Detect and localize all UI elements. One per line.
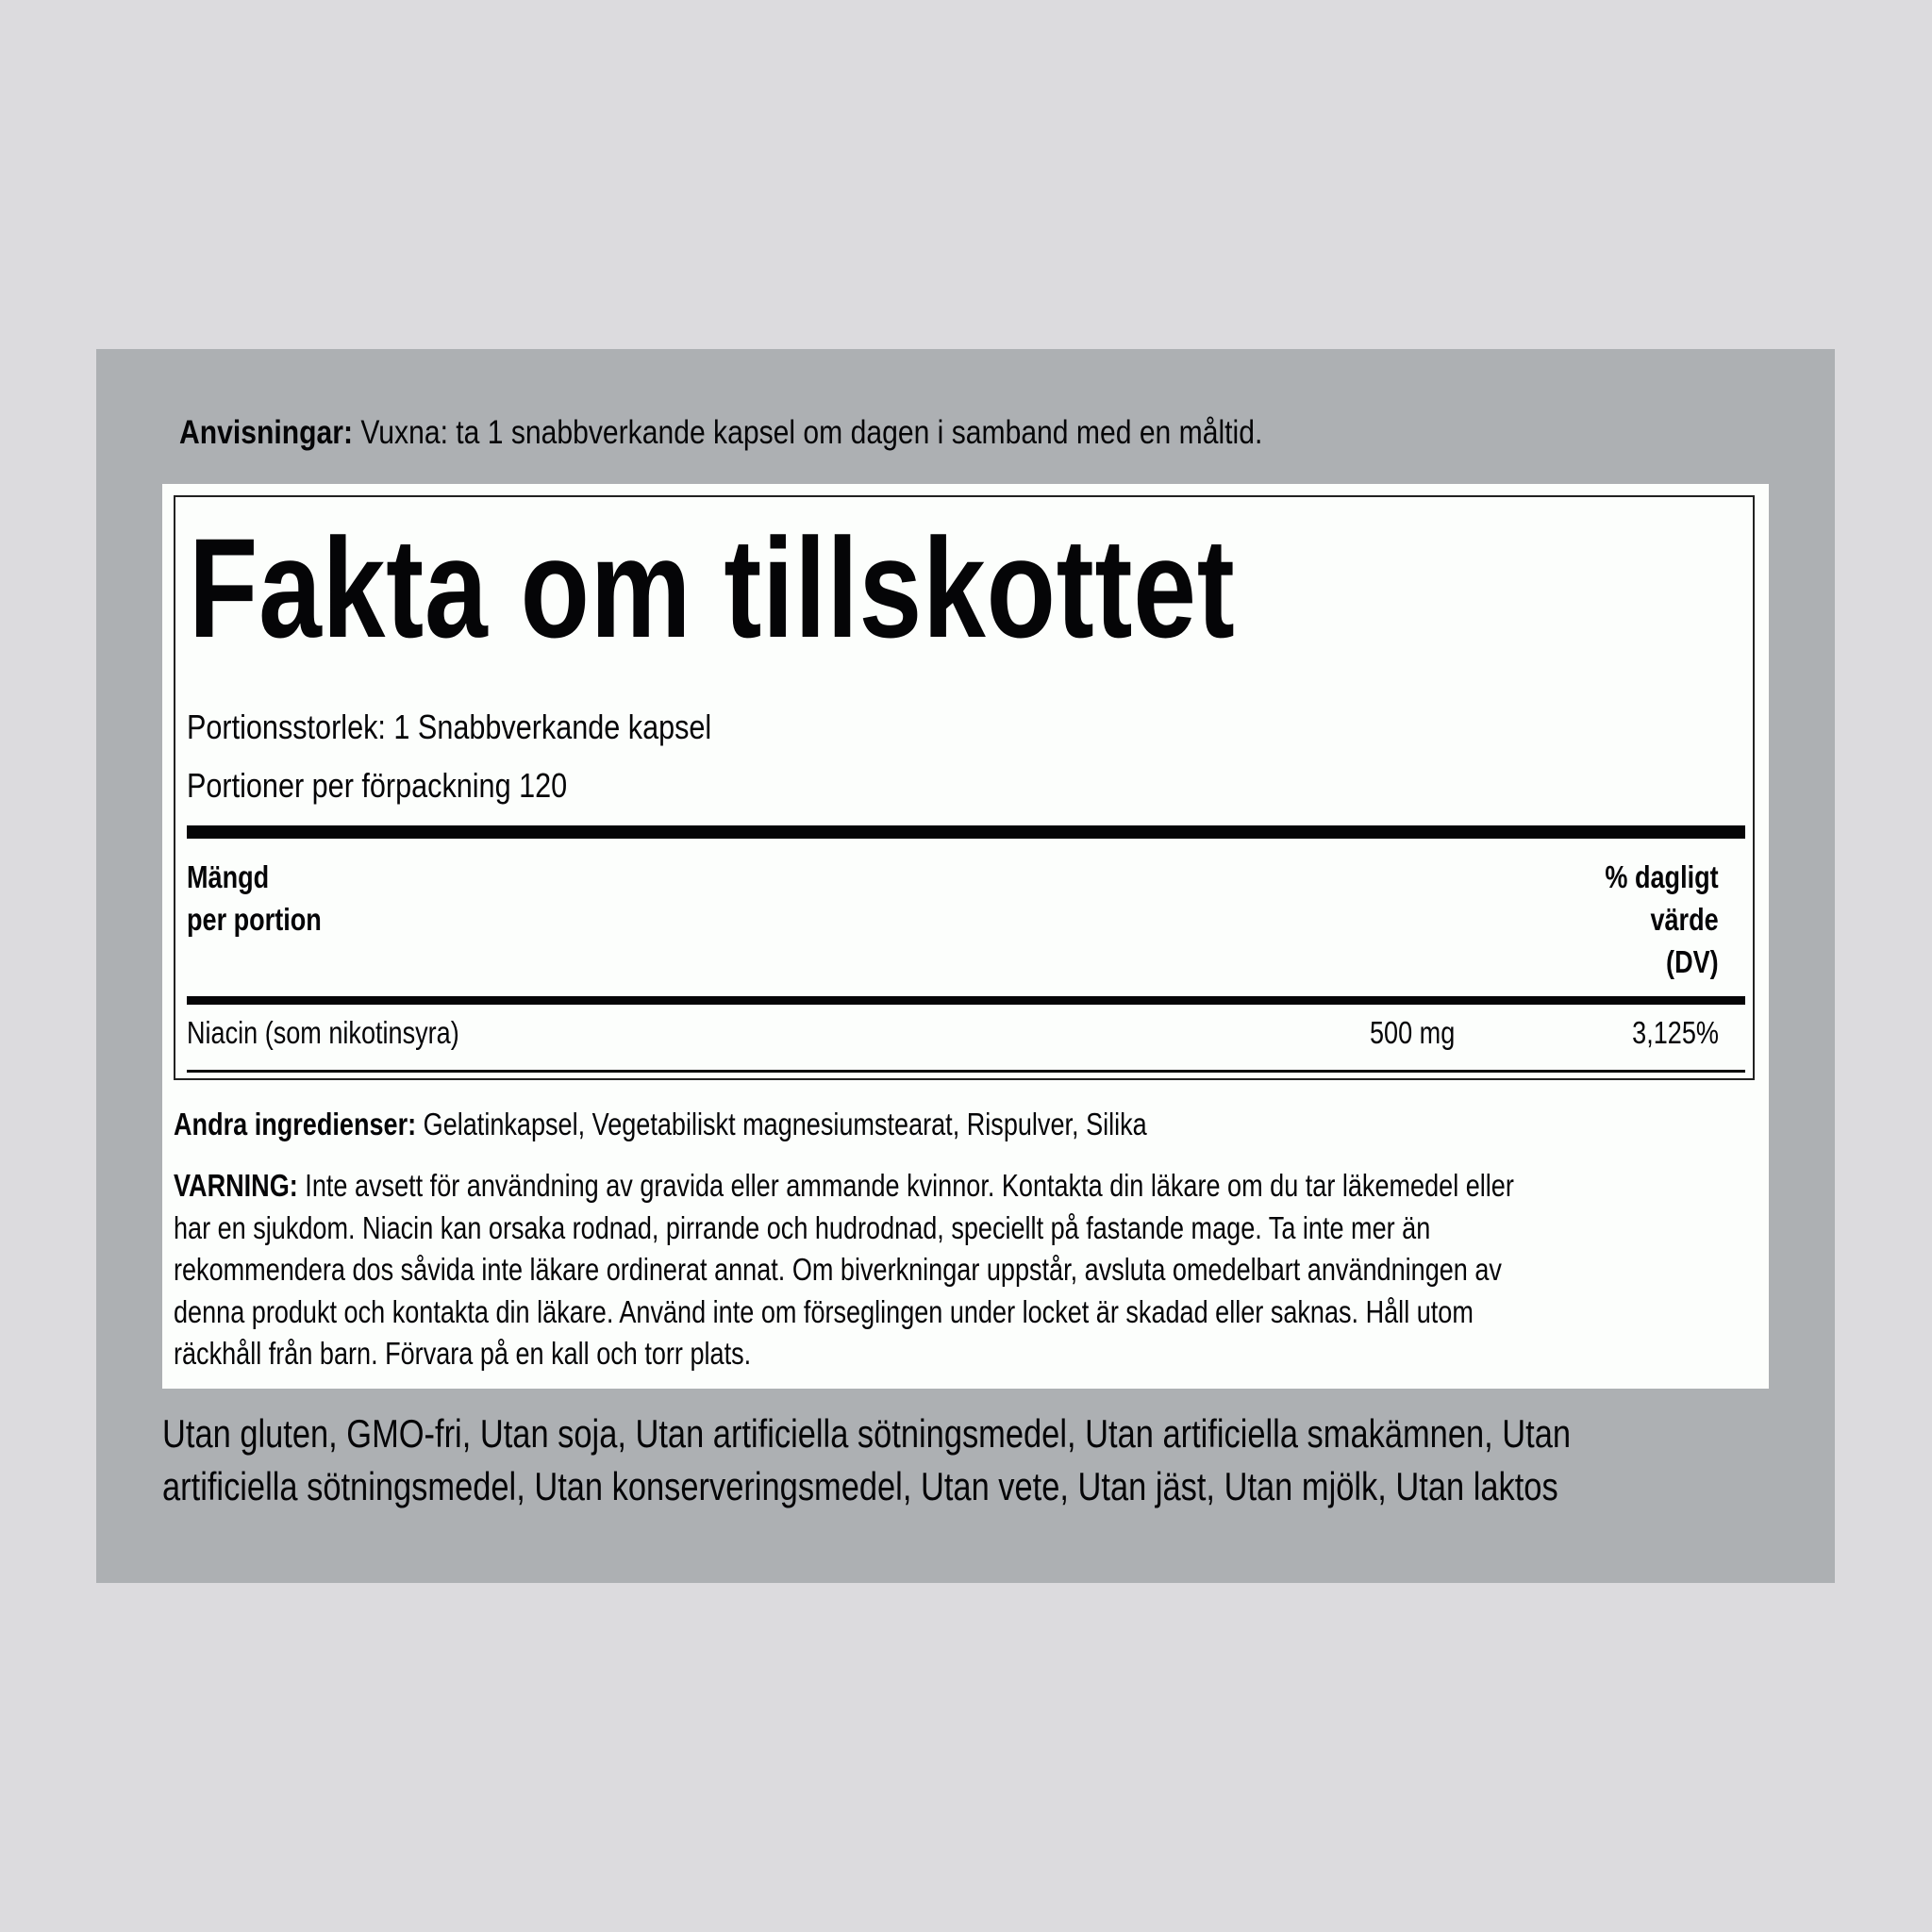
warning <box>174 1165 1752 1375</box>
other-ingredients <box>174 1104 1147 1145</box>
amount-per-serving-header: Mängd per portion <box>187 859 322 937</box>
nutrient-amount: 500 mg <box>1370 1015 1456 1050</box>
daily-value-header: % dagligt värde (DV) <box>1605 859 1719 979</box>
thick-divider <box>187 825 1745 839</box>
bottom-divider <box>187 1070 1745 1073</box>
warning-label: VARNING: <box>174 1168 298 1203</box>
other-ingredients-label: Andra ingredienser: <box>174 1107 417 1141</box>
free-from-claims <box>162 1407 1787 1513</box>
directions <box>179 409 1558 457</box>
directions-text: Vuxna: ta 1 snabbverkande kapsel om dagen i samband med en måltid. <box>352 414 1263 451</box>
servings-per-container: Portioner per förpackning 120 <box>187 766 568 805</box>
other-ingredients-text: Gelatinkapsel, Vegetabiliskt magnesiumstearat, Rispulver, Silika <box>416 1107 1147 1141</box>
nutrient-name: Niacin (som nikotinsyra) <box>187 1015 459 1050</box>
free-from-line: artificiella sötningsmedel, Utan konserveringsmedel, Utan vete, Utan jäst, Utan mjölk, Utan laktos <box>162 1464 1558 1508</box>
free-from-line: Utan gluten, GMO-fri, Utan soja, Utan artificiella sötningsmedel, Utan artificiella smakämnen, Utan <box>162 1411 1572 1456</box>
warning-line: räckhåll från barn. Förvara på en kall och torr plats. <box>174 1336 752 1371</box>
warning-line: rekommendera dos såvida inte läkare ordinerat annat. Om biverkningar uppstår, avsluta omedelbart användningen av <box>174 1252 1502 1287</box>
warning-line: Inte avsett för användning av gravida eller ammande kvinnor. Kontakta din läkare om du tar läkemedel eller <box>297 1168 1514 1203</box>
facts-title: Fakta om tillskottet <box>189 508 1236 667</box>
supplement-facts-box <box>174 495 1755 1080</box>
warning-line: denna produkt och kontakta din läkare. Använd inte om förseglingen under locket är skadad eller saknas. Håll utom <box>174 1293 1474 1329</box>
nutrient-daily-value: 3,125% <box>1632 1015 1719 1050</box>
directions-label: Anvisningar: <box>179 414 353 451</box>
medium-divider <box>187 996 1745 1005</box>
serving-size: Portionsstorlek: 1 Snabbverkande kapsel <box>187 708 712 746</box>
warning-line: har en sjukdom. Niacin kan orsaka rodnad, pirrande och hudrodnad, speciellt på fastande mage. Ta inte mer än <box>174 1209 1431 1245</box>
